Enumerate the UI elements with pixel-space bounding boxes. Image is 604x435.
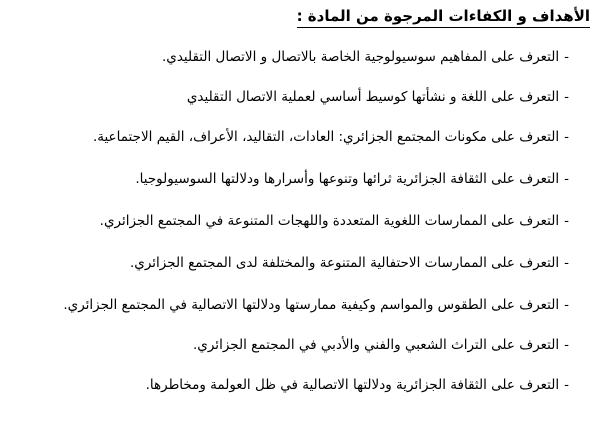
objective-text: التعرف على مكونات المجتمع الجزائري: العادات، التقاليد، الأعراف، القيم الاجتماعية. xyxy=(92,129,560,145)
page-title: الأهداف و الكفاءات المرجوة من المادة : xyxy=(297,6,590,28)
objective-text: التعرف على الثقافة الجزائرية ثرائها وتنوعها وأسرارها ودلالتها السوسيولوجيا. xyxy=(135,171,560,187)
bullet-dash: - xyxy=(564,129,569,145)
bullet-dash: - xyxy=(564,337,569,353)
bullet-dash: - xyxy=(564,171,569,187)
objective-text: التعرف على الممارسات الاحتفالية المتنوعة والمختلفة لدى المجتمع الجزائري. xyxy=(129,255,560,271)
bullet-dash: - xyxy=(564,255,569,271)
bullet-dash: - xyxy=(564,213,569,229)
objective-text: التعرف على الطقوس والمواسم وكيفية ممارستها ودلالتها الاتصالية في المجتمع الجزائري. xyxy=(63,297,560,313)
objective-item xyxy=(63,295,569,315)
objective-text: التعرف على الممارسات اللغوية المتعددة واللهجات المتنوعة في المجتمع الجزائري. xyxy=(99,213,560,229)
objective-text: التعرف على اللغة و نشأتها كوسيط أساسي لعملية الاتصال التقليدي xyxy=(186,89,560,105)
objective-item xyxy=(93,127,569,147)
objective-item xyxy=(135,169,569,189)
bullet-dash: - xyxy=(564,89,569,105)
objective-item xyxy=(162,47,569,67)
objective-text: التعرف على المفاهيم سوسيولوجية الخاصة بالاتصال و الاتصال التقليدي. xyxy=(161,49,560,65)
objective-item xyxy=(193,335,569,355)
objective-text: التعرف على التراث الشعبي والفني والأدبي في المجتمع الجزائري. xyxy=(193,337,560,353)
objective-item xyxy=(100,211,569,231)
bullet-dash: - xyxy=(564,377,569,393)
objective-item xyxy=(187,87,569,107)
bullet-dash: - xyxy=(564,297,569,313)
objective-text: التعرف على الثقافة الجزائرية ودلالتها الاتصالية في ظل العولمة ومخاطرها. xyxy=(145,377,560,393)
objective-item xyxy=(146,375,569,395)
bullet-dash: - xyxy=(564,49,569,65)
objective-item xyxy=(130,253,569,273)
